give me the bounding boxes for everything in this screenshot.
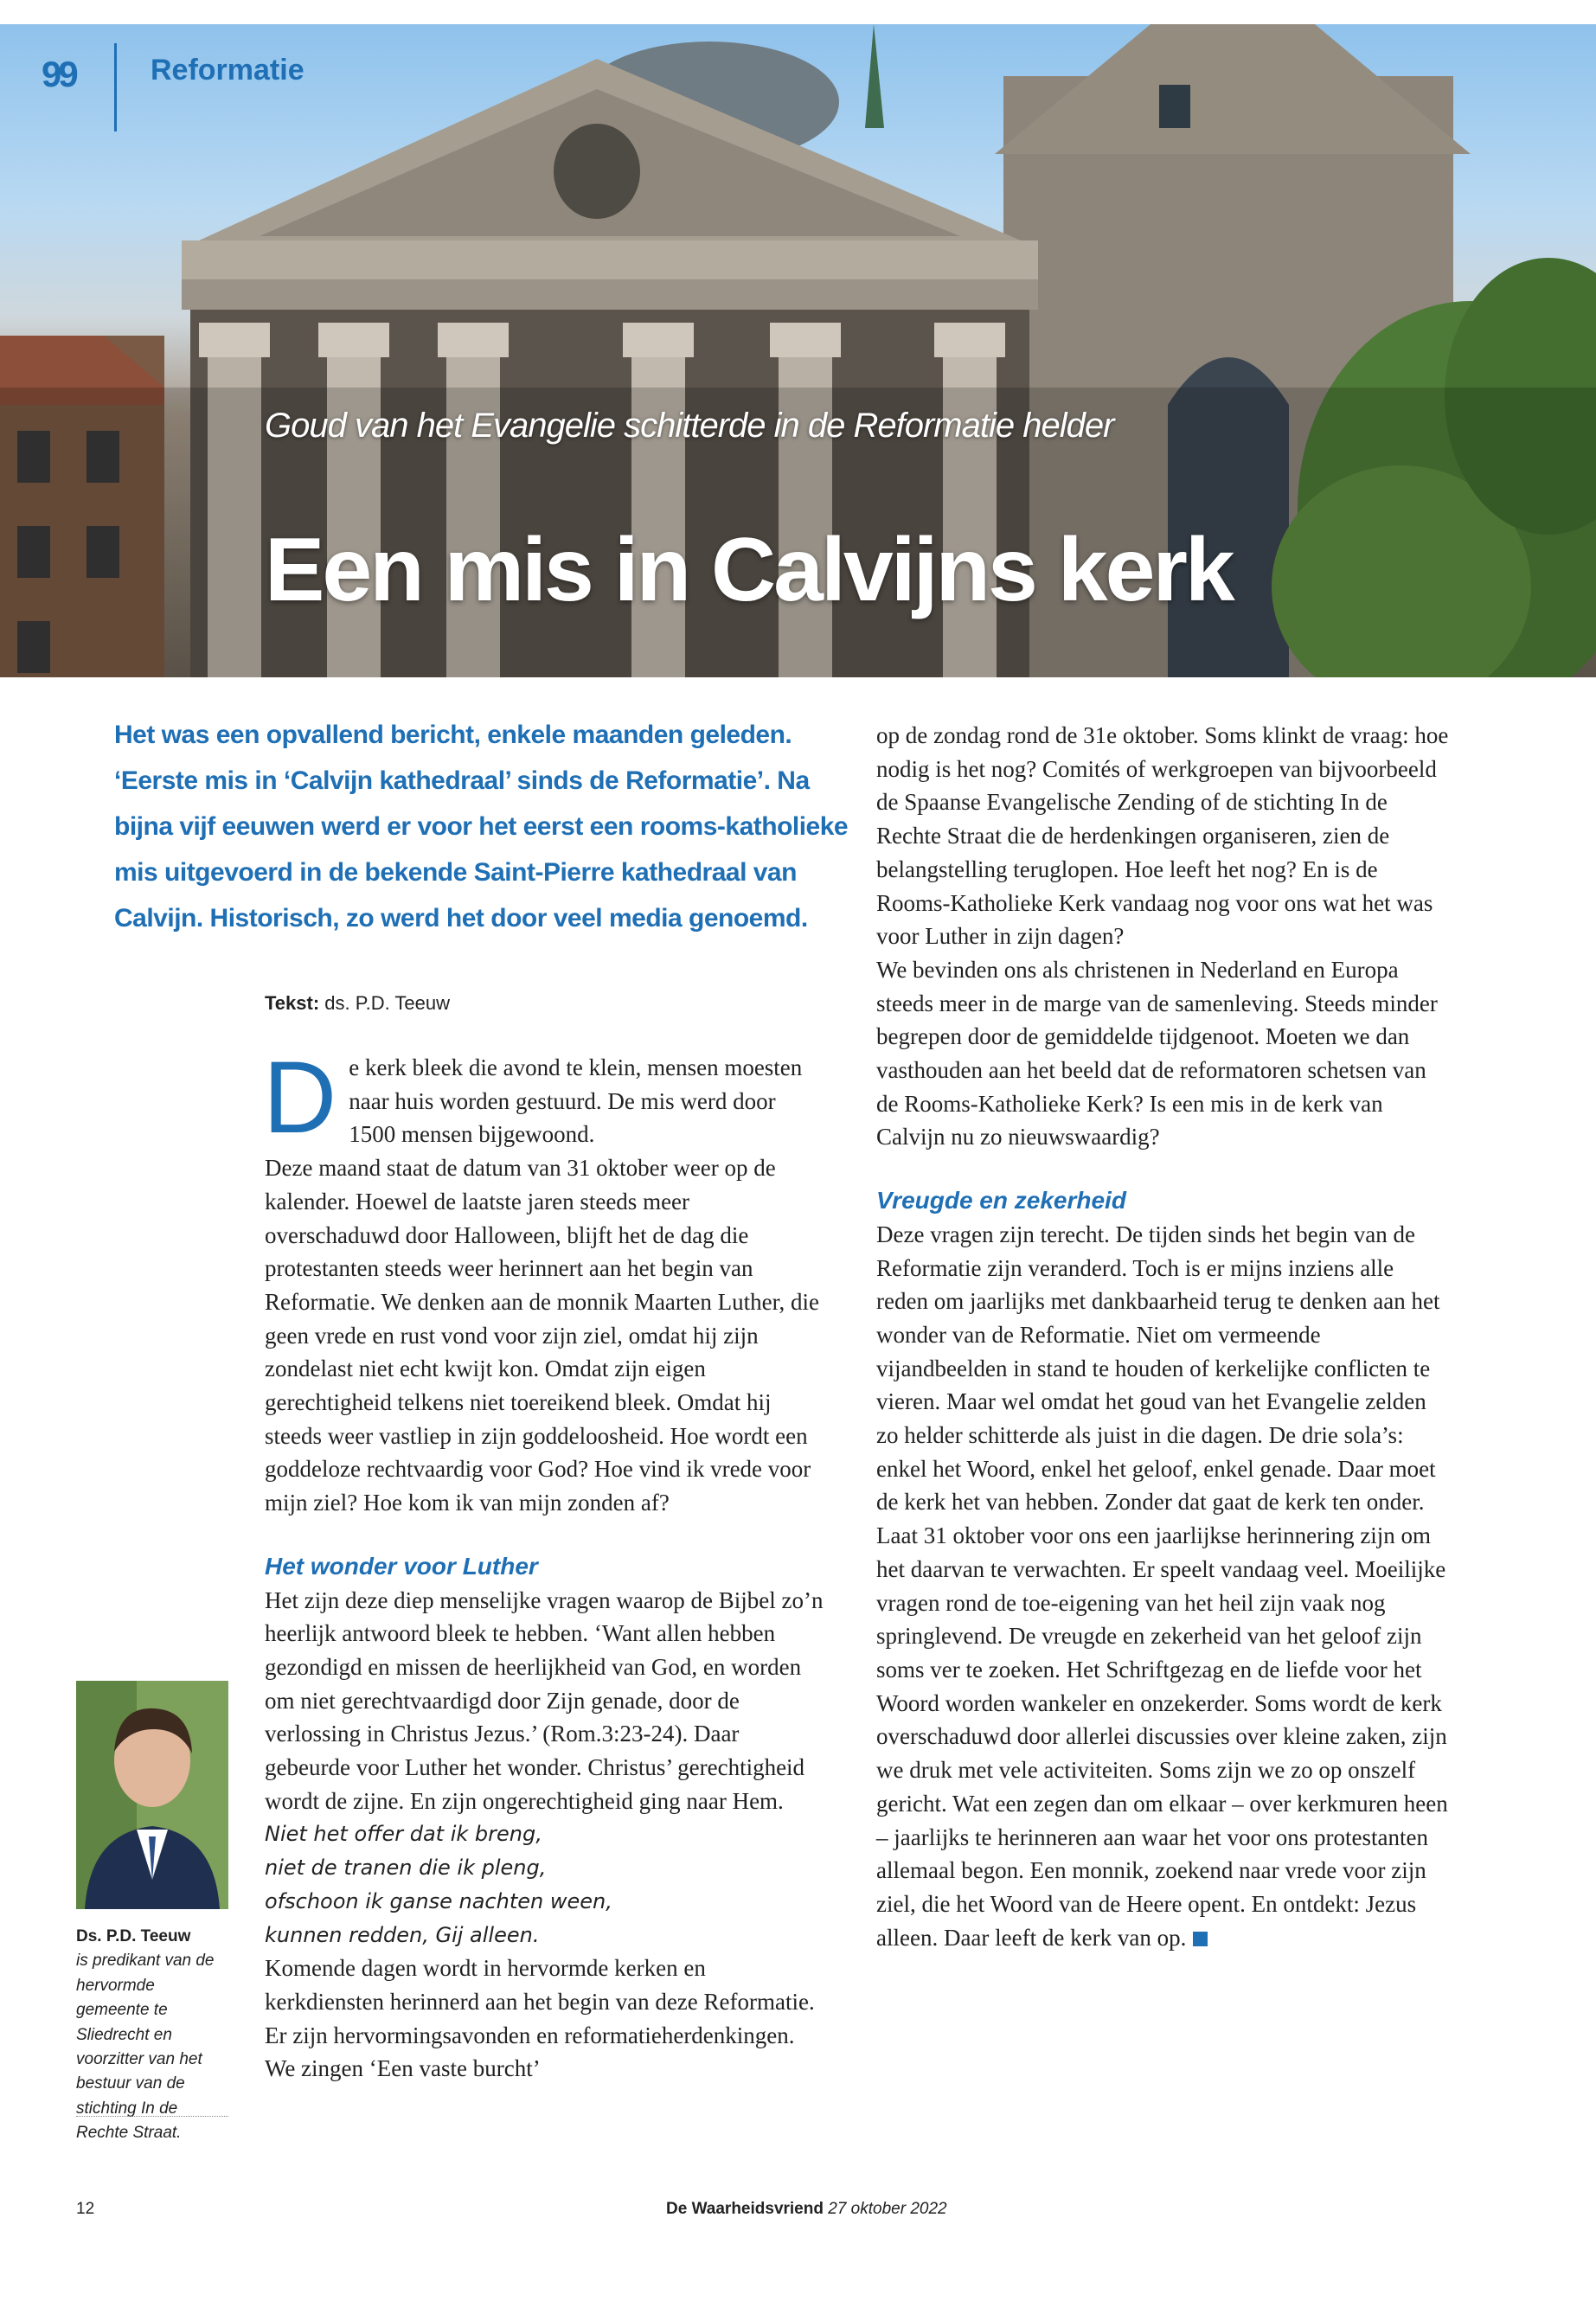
author-name: Ds. P.D. Teeuw (76, 1927, 191, 1945)
caption-divider (76, 2116, 228, 2117)
poem-line: Niet het offer dat ik breng, (265, 1822, 542, 1847)
paragraph: Deze vragen zijn terecht. De tijden sinds het begin van de Reformatie zijn veranderd. Toch is er mijns inziens alle reden om jaarlijks met dankbaarheid terug te denken aan het wonder van de Reformatie. Niet om vermeende vijandbeelden in stand te houden of kerkelijke conflicten te vieren. Maar wel omdat het goud van het Evangelie zelden zo helder schitterde als juist in die dagen. De drie sola’s: enkel het Woord, enkel het geloof, enkel genade. Daar moet de kerk het van hebben. Zonder dat gaat de kerk ten onder. (876, 1221, 1440, 1516)
article-subtitle: Goud van het Evangelie schitterde in de Reformatie helder (265, 407, 1114, 445)
page-number: 12 (76, 2200, 95, 2218)
author-description: is predikant van de hervormde gemeente te Sliedrecht en voorzitter van het bestuur van de stichting In de Rechte Straat. (76, 1952, 215, 2143)
paragraph-text: e kerk bleek die avond te klein, mensen moesten naar huis worden gestuurd. De mis werd door 1500 mensen bijgewoond. (349, 1054, 803, 1148)
author-caption (76, 1925, 230, 2146)
poem-line: kunnen redden, Gij alleen. (265, 1922, 540, 1947)
drop-cap: D (263, 1041, 337, 1155)
quote-mark-icon: 99 (42, 54, 75, 94)
section-label: Reformatie (151, 54, 304, 87)
byline-label: Tekst: (265, 992, 320, 1014)
poem-line: niet de tranen die ik pleng, (265, 1856, 547, 1881)
publication-name: De Waarheidsvriend (666, 2200, 824, 2218)
paragraph: We bevinden ons als christenen in Nederland en Europa steeds meer in de marge van de samenleving. Steeds minder begrepen door de gemiddelde tijdgenoot. Moeten we dan vasthouden aan het beeld dat de reformatoren schetsen van de Rooms-Katholieke Kerk? Is een mis in de kerk van Calvijn nu zo nieuwswaardig? (876, 956, 1438, 1150)
subheading: Het wonder voor Luther (265, 1552, 538, 1580)
paragraph: Het zijn deze diep menselijke vragen waarop de Bijbel zo’n heerlijk antwoord bleek te hebben. ‘Want allen hebben gezondigd en missen de heerlijkheid van God, en worden om niet gerechtvaardigd door Zijn genade, door de verlossing in Christus Jezus.’ (Rom.3:23-24). Daar gebeurde voor Luther het wonder. Christus’ gerechtigheid wordt de zijne. En zijn ongerechtigheid ging naar Hem. (265, 1586, 824, 1814)
publication-date: 27 oktober 2022 (828, 2200, 947, 2218)
byline (265, 992, 450, 1015)
paragraph-text: Laat 31 oktober voor ons een jaarlijkse herinnering zijn om het daarvan te verwachten. Er speelt vandaag veel. Moeilijke vragen rond de toe-eigening van het heil zijn vaak nog springlevend. De vreugde en zekerheid van het geloof zijn soms ver te zoeken. Het Schriftgezag en de liefde voor het Woord worden wankeler en onzekerder. Soms wordt de kerk overschaduwd door allerlei discussies over kleine zaken, zijn we druk met vele activiteiten. Soms zijn we zo op onszelf gericht. Wat een zegen dan om elkaar – over kerkmuren heen – jaarlijks te herinneren aan waar het voor ons protestanten allemaal begon. Een monnik, zoekend naar vrede voor zijn ziel, die het Woord van de Heere opent. En ontdekt: Jezus alleen. Daar leeft de kerk van op. (876, 1522, 1448, 1951)
article-intro: Het was een opvallend bericht, enkele maanden geleden. ‘Eerste mis in ‘Calvijn kathedraal’ sinds de Reformatie’. Na bijna vijf eeuwen werd er voor het eerst een rooms-katholieke mis uitgevoerd in de bekende Saint-Pierre kathedraal van Calvijn. Historisch, zo werd het door veel media genoemd. (114, 721, 849, 933)
byline-author: ds. P.D. Teeuw (324, 992, 451, 1014)
article-column-1 (263, 1041, 827, 2086)
article-title: Een mis in Calvijns kerk (265, 520, 1233, 620)
subheading: Vreugde en zekerheid (876, 1187, 1126, 1215)
paragraph (876, 1519, 1449, 1954)
poem-line: ofschoon ik ganse nachten ween, (265, 1888, 612, 1913)
paragraph (263, 1041, 827, 1155)
section-divider (114, 43, 117, 131)
footer-publication (666, 2200, 947, 2219)
article-column-2 (876, 719, 1449, 1954)
paragraph: Deze maand staat de datum van 31 oktober weer op de kalender. Hoewel de laatste jaren steeds meer overschaduwd door Halloween, blijft het de dag die protestanten steeds weer herinnert aan het begin van Reformatie. We denken aan de monnik Maarten Luther, die geen vrede en rust vond voor zijn ziel, omdat hij zijn zondelast niet echt kwijt kon. Omdat zijn eigen gerechtigheid telkens niet toereikend bleek. Omdat hij steeds weer vastliep in zijn goddeloosheid. Hoe wordt een goddeloze rechtvaardig voor God? Hoe vind ik vrede voor mijn ziel? Hoe kom ik van mijn zonden af? (265, 1155, 820, 1516)
paragraph: op de zondag rond de 31e oktober. Soms klinkt de vraag: hoe nodig is het nog? Comités of werkgroepen van bijvoorbeeld de Spaanse Evangelische Zending of de stichting In de Rechte Straat die de herdenkingen organiseren, zien de belangstelling teruglopen. Hoe leeft het nog? En is de Rooms-Katholieke Kerk vandaag nog voor ons wat het was voor Luther in zijn dagen? (876, 722, 1449, 950)
paragraph: Komende dagen wordt in hervormde kerken en kerkdiensten herinnerd aan het begin van deze Reformatie. Er zijn hervormingsavonden en reformatieherdenkingen. We zingen ‘Een vaste burcht’ (265, 1955, 815, 2082)
end-mark-icon (1193, 1932, 1208, 1946)
portrait-illustration (76, 1681, 228, 1909)
author-photo (76, 1681, 228, 1909)
